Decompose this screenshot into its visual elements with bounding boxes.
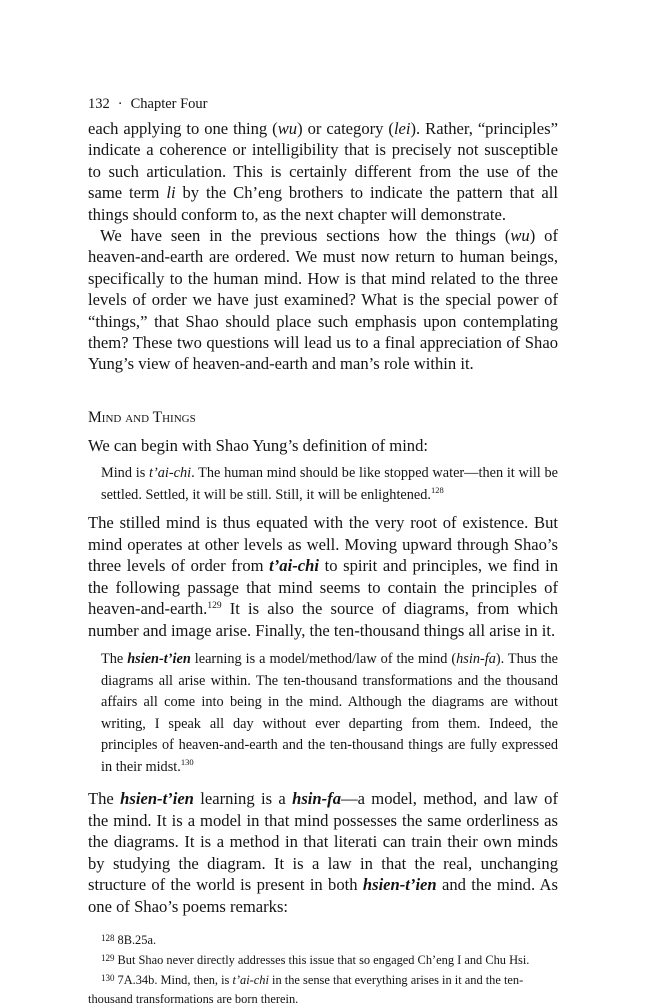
section-heading: Mind and Things bbox=[88, 408, 196, 426]
footnote-130: $^{130}$ 7A.34b. Mind, then, is t’ai-chi in the sense that everything arises in it and the ten-thousand transformations are born therein. bbox=[88, 973, 524, 1006]
term-hsin-fa: hsin-fa bbox=[456, 650, 496, 667]
term-hsien-tien: hsien-t’ien bbox=[120, 789, 194, 809]
note-ref-128: 128 bbox=[431, 484, 444, 495]
running-head bbox=[88, 94, 558, 114]
paragraph-5: The hsien-t’ien learning is a hsin-fa—a model, method, and law of the mind. It is a model in that mind possesses the same orderliness as the diagrams. It is a method in that literati can train their own minds by studying the diagram. It is a law in that the real, unchanging structure of the world is present in both hsien-t’ien and the mind. As one of Shao’s poems remarks: bbox=[88, 789, 558, 916]
paragraph-3: We can begin with Shao Yung’s definition of mind: bbox=[88, 435, 429, 455]
footnote-128: $^{128}$ 8B.25a. bbox=[101, 932, 157, 947]
footnotes bbox=[88, 929, 558, 1008]
term-taichi: t’ai-chi bbox=[269, 556, 319, 576]
block-quote-1: Mind is t’ai-chi. The human mind should be like stopped water—then it will be settled. Settled, it will be still. Still, it will be enlightened.$^{128}$ bbox=[101, 465, 558, 503]
footnote-129: $^{129}$ But Shao never directly addresses this issue that so engaged Ch’eng I and Chu Hsi. bbox=[101, 953, 530, 968]
term-hsin-fa: hsin-fa bbox=[292, 789, 341, 809]
book-page bbox=[88, 94, 558, 1008]
chapter-title: Chapter Four bbox=[130, 96, 208, 112]
note-ref-129: 129 bbox=[207, 601, 222, 612]
term-li: li bbox=[166, 183, 176, 203]
term-hsien-tien: hsien-t’ien bbox=[127, 650, 191, 667]
term-lei: lei bbox=[393, 119, 411, 138]
term-taichi: t’ai-chi bbox=[232, 973, 269, 988]
paragraph-2: We have seen in the previous sections how the things (wu) of heaven-and-earth are ordered. We must now return to human beings, specifically to the human mind. How is that mind related to the three levels of order we have just examined? What is the special power of “things,” that Shao should place such emphasis upon contemplating them? These two questions will lead us to a final appreciation of Shao Yung’s view of heaven-and-earth and man’s role within it. bbox=[88, 226, 558, 374]
block-quote-2: The hsien-t’ien learning is a model/method/law of the mind (hsin-fa). Thus the diagrams all arise within. The ten-thousand transformations and the thousand affairs all come into being in the mind. Although the diagrams are without writing, I speak all day without ever departing from them. Indeed, the principles of heaven-and-earth and the ten-thousand things are fully expressed in their midst.$^{130}$ bbox=[101, 650, 558, 775]
term-wu: wu bbox=[277, 119, 298, 138]
paragraph-1: each applying to one thing (wu) or category (lei). Rather, “principles” indicate a coherence or intelligibility that is precisely not susceptible to such articulation. This is certainly different from the use of the same term li by the Ch’eng brothers to indicate the pattern that all things should conform to, as the next chapter will demonstrate. bbox=[88, 119, 558, 224]
term-wu: wu bbox=[510, 226, 530, 246]
note-ref-130: 130 bbox=[180, 756, 194, 767]
term-taichi: t’ai-chi bbox=[149, 465, 192, 482]
page-number: 132 bbox=[88, 96, 110, 112]
separator-dot: · bbox=[117, 96, 123, 112]
paragraph-4: The stilled mind is thus equated with the very root of existence. But mind operates at other levels as well. Moving upward through Shao’s three levels of order from t’ai-chi to spirit and principles, we find in the following passage that mind seems to contain the principles of heaven-and-earth.$^{129}$ It is also the source of diagrams, from which number and image arise. Finally, the ten-thousand things all arise in it. bbox=[88, 513, 558, 640]
term-hsien-tien: hsien-t’ien bbox=[362, 875, 437, 895]
